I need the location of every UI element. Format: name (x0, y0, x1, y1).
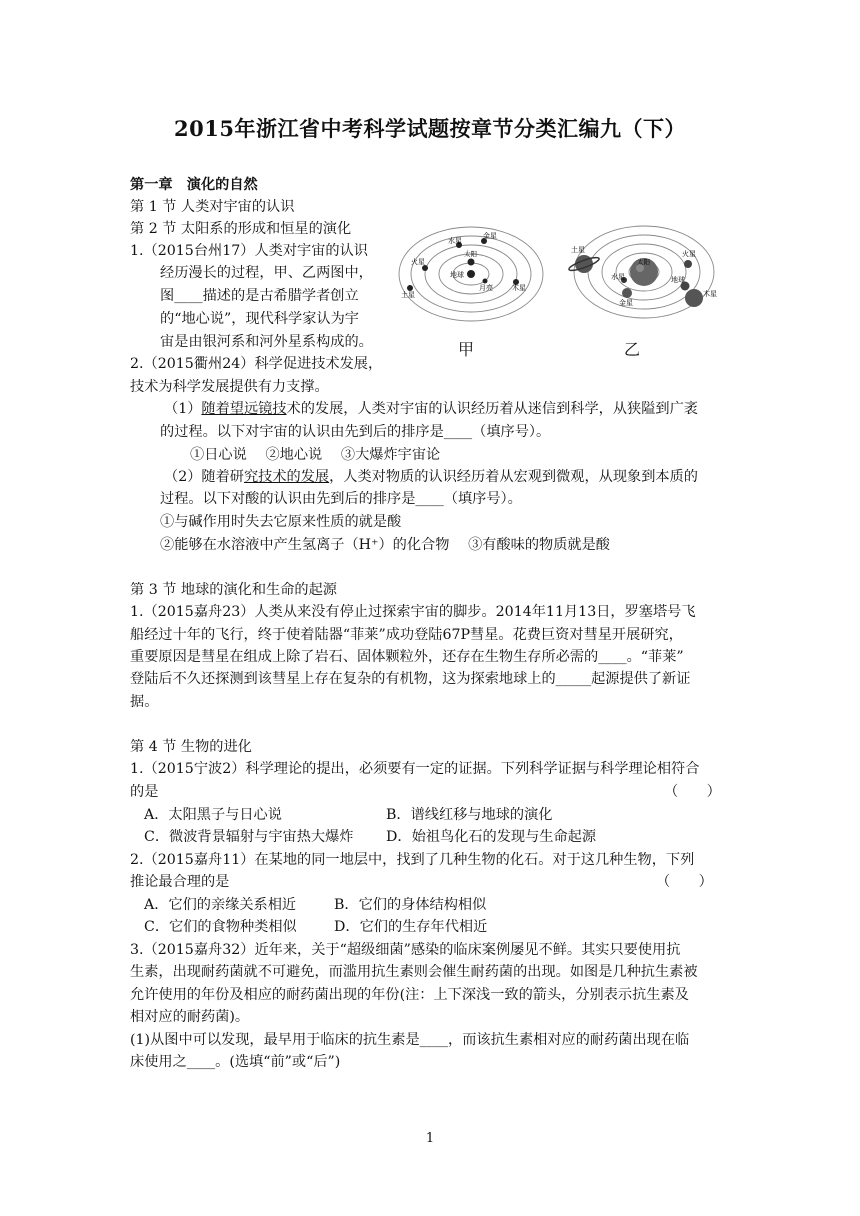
q4-option-b: B．谱线红移与地球的演化 (386, 807, 553, 823)
label-earth-left: 地球 (450, 271, 464, 279)
q2-part2-line-2: 过程。以下对酸的认识由先到后的排序是____（填序号）。 (160, 491, 522, 507)
solar-system-figure (398, 222, 740, 358)
label-mercury-left: 水星 (448, 237, 462, 245)
figure-label-jia: 甲 (458, 340, 475, 359)
q2-part2-start: （2）随着研 (164, 469, 244, 485)
q2-part2-text: ，人类对物质的认识经历着从宏观到微观，从现象到本质的 (329, 469, 698, 485)
chapter-heading: 第一章 演化的自然 (130, 177, 258, 193)
q4-option-d: D．始祖鸟化石的发现与生命起源 (386, 829, 597, 845)
heliocentric-model-diagram (568, 226, 717, 318)
q2-part2-option-2-3: ②能够在水溶液中产生氢离子（H⁺）的化合物 ③有酸味的物质就是酸 (160, 537, 610, 553)
q2-part2-line-1 (164, 467, 698, 487)
label-venus-left: 金星 (483, 232, 497, 240)
label-saturn-left: 土星 (401, 291, 415, 299)
label-venus-right: 金星 (619, 299, 633, 307)
label-mars-right: 火星 (682, 250, 696, 258)
label-jupiter-right: 木星 (703, 290, 717, 298)
section-2-heading: 第 2 节 太阳系的形成和恒星的演化 (130, 221, 352, 237)
q5-option-d: D．它们的生存年代相近 (334, 919, 488, 935)
q3-line-1: 1.（2015嘉舟23）人类从来没有停止过探索宇宙的脚步。2014年11月13日，罗塞塔号飞 (130, 604, 696, 620)
q2-part1-underlined: 随着望远镜技 (201, 401, 287, 417)
q2-part2-option-1: ①与碱作用时失去它原来性质的就是酸 (160, 514, 402, 530)
q4-line-1: 1.（2015宁波2）科学理论的提出，必须要有一定的证据。下列科学证据与科学理论相符合 (130, 761, 700, 777)
q6-line-2: 生素，出现耐药菌就不可避免，而滥用抗生素则会催生耐药菌的出现。如图是几种抗生素被 (130, 964, 698, 980)
q5-line-2: 推论最合理的是 (130, 874, 230, 890)
q2-part1-options: ①日心说 ②地心说 ③大爆炸宇宙论 (190, 447, 441, 463)
q3-line-2: 船经过十年的飞行，终于使着陆器“菲莱”成功登陆67P彗星。花费巨资对彗星开展研究， (130, 627, 683, 643)
q6-line-5: (1)从图中可以发现，最早用于临床的抗生素是____，而该抗生素相对应的耐药菌出现在临 (130, 1032, 690, 1048)
q5-option-c: C．它们的食物种类相似 (144, 919, 297, 935)
label-mercury-right: 水星 (611, 273, 625, 281)
q6-line-6: 床使用之____。(选填“前”或“后”) (130, 1054, 341, 1070)
q3-line-4: 登陆后不久还探测到该彗星上存在复杂的有机物，这为探索地球上的_____起源提供了新证 (130, 671, 691, 687)
q1-line-1: 1.（2015台州17）人类对宇宙的认识 (130, 243, 368, 259)
q2-part1-line-1 (164, 399, 698, 419)
q4-line-2: 的是 (130, 784, 159, 800)
q4-option-c: C．微波背景辐射与宇宙热大爆炸 (144, 829, 354, 845)
q3-line-3: 重要原因是彗星在组成上除了岩石、固体颗粒外，还存在生物生存所必需的____。“菲莱” (130, 649, 684, 665)
page-title: 2015年浙江省中考科学试题按章节分类汇编九（下） (174, 116, 686, 141)
q2-line-2: 技术为科学发展提供有力支撑。 (130, 379, 329, 395)
q6-line-1: 3.（2015嘉舟32）近年来，关于“超级细菌”感染的临床案例屡见不鲜。其实只要使用抗 (130, 942, 681, 958)
q5-answer-paren: （ ） (656, 874, 713, 890)
section-3-heading: 第 3 节 地球的演化和生命的起源 (130, 582, 337, 598)
q5-option-a: A．它们的亲缘关系相近 (144, 897, 297, 913)
figure-label-yi: 乙 (624, 340, 641, 359)
q3-line-5: 据。 (130, 694, 159, 710)
label-mars-left: 火星 (411, 258, 425, 266)
q4-answer-paren: （ ） (664, 784, 721, 800)
label-earth-right: 地球 (671, 276, 685, 284)
q5-line-1: 2.（2015嘉舟11）在某地的同一地层中，找到了几种生物的化石。对于这几种生物，下列 (130, 852, 695, 868)
label-sun-left: 太阳 (464, 250, 477, 258)
page-number: 1 (425, 1131, 435, 1146)
label-sun-right: 太阳 (637, 258, 650, 266)
q2-part2-underlined: 究技术的发展 (243, 469, 330, 485)
q1-line-4: 的“地心说”，现代科学家认为宇 (160, 311, 359, 327)
q2-part1-text: 术的发展，人类对宇宙的认识经历着从迷信到科学，从狭隘到广袤 (286, 401, 698, 417)
q2-part1-line-2: 的过程。以下对宇宙的认识由先到后的排序是____（填序号）。 (160, 424, 551, 440)
q1-line-5: 宙是由银河系和河外星系构成的。 (160, 334, 373, 350)
q5-option-b: B．它们的身体结构相似 (334, 897, 487, 913)
label-saturn-right: 土星 (571, 246, 585, 254)
q6-line-4: 相对应的耐药菌)。 (130, 1009, 250, 1025)
q2-part1-number: （1） (164, 401, 202, 417)
geocentric-model-diagram (399, 227, 543, 321)
q1-line-3: 图____描述的是古希腊学者创立 (160, 288, 359, 304)
q6-line-3: 允许使用的年份及相应的耐药菌出现的年份(注：上下深浅一致的箭头，分别表示抗生素及 (130, 987, 689, 1003)
section-1-heading: 第 1 节 人类对宇宙的认识 (130, 199, 295, 215)
section-4-heading: 第 4 节 生物的进化 (130, 739, 252, 755)
label-jupiter-left: 木星 (512, 284, 526, 292)
label-moon-left: 月亮 (479, 284, 493, 292)
q2-line-1: 2.（2015衢州24）科学促进技术发展， (130, 356, 383, 372)
q4-option-a: A．太阳黑子与日心说 (144, 807, 282, 823)
q1-line-2: 经历漫长的过程，甲、乙两图中， (160, 265, 373, 281)
